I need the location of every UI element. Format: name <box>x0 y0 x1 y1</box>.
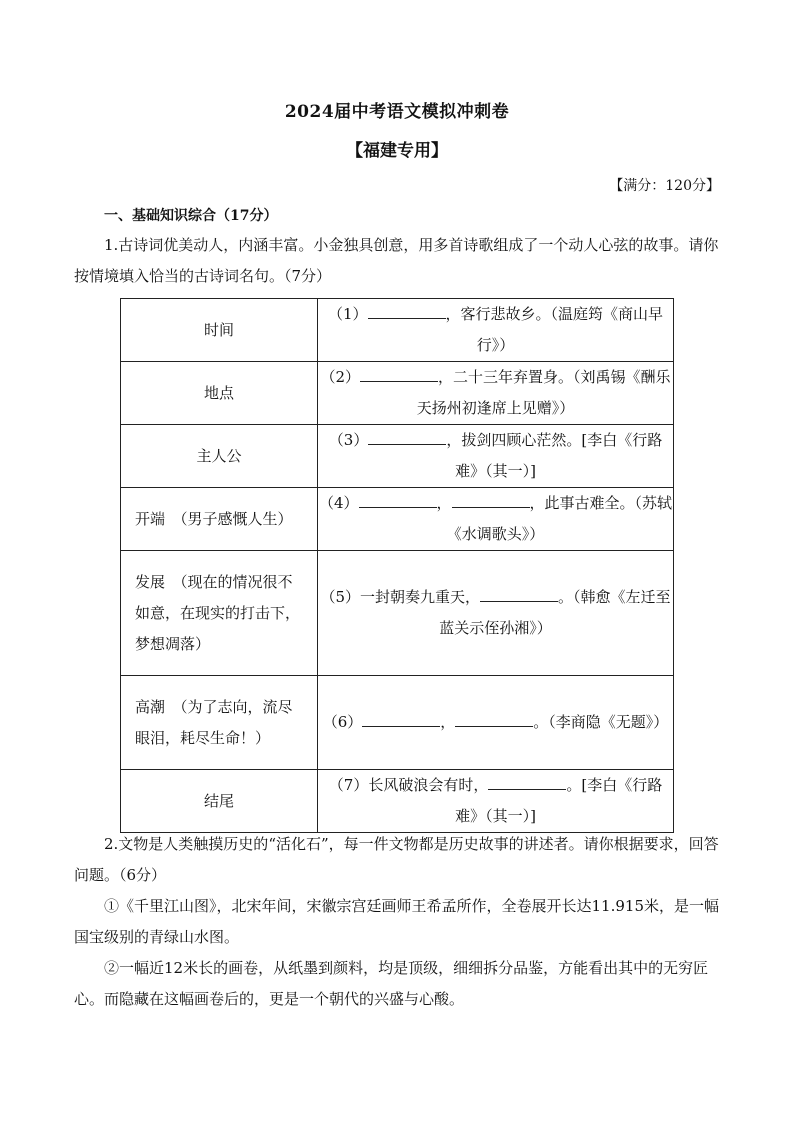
row-content <box>318 299 674 362</box>
line-prefix: （7）长风破浪会有时， <box>328 776 489 794</box>
question-2-text: 2.文物是人类触摸历史的“活化石”，每一件文物都是历史故事的讲述者。请你根据要求，回答问题。（6分） <box>74 835 719 884</box>
table-row <box>121 299 674 362</box>
row-label: 地点 <box>121 362 318 425</box>
answer-blank[interactable] <box>360 363 438 382</box>
line-prefix: （1） <box>327 305 368 323</box>
line-prefix: （3） <box>328 431 369 449</box>
answer-blank[interactable] <box>452 489 530 508</box>
row-content <box>318 488 674 551</box>
poem-table <box>120 298 674 833</box>
table-row <box>121 488 674 551</box>
answer-blank[interactable] <box>455 708 533 727</box>
row-label: 时间 <box>121 299 318 362</box>
row-label: 主人公 <box>121 425 318 488</box>
line-suffix: ，二十三年弃置身。（刘禹锡《酬乐天扬州初逢席上见赠》） <box>416 368 671 417</box>
row-content <box>318 362 674 425</box>
line-suffix: 。（李商隐《无题》） <box>533 713 669 731</box>
question-2-material-2: ②一幅近12米长的画卷，从纸墨到颜料，均是顶级，细细拆分品鉴，方能看出其中的无穷匠心。而隐藏在这幅画卷后的，更是一个朝代的兴盛与心酸。 <box>74 959 709 1008</box>
line-middle: ， <box>440 713 456 731</box>
answer-blank[interactable] <box>488 771 566 790</box>
table-row <box>121 676 674 770</box>
answer-blank[interactable] <box>362 708 440 727</box>
row-label: 发展 （现在的情况很不如意，在现实的打击下，梦想凋落） <box>121 551 318 676</box>
line-suffix: 。[李白《行路难》（其一）] <box>455 776 663 825</box>
line-suffix: ，此事古难全。（苏轼《水调歌头》） <box>446 494 673 543</box>
line-prefix: （6） <box>322 713 363 731</box>
row-content <box>318 770 674 833</box>
answer-blank[interactable] <box>368 426 446 445</box>
line-prefix: （5）一封朝奏九重天， <box>320 588 481 606</box>
line-prefix: （4） <box>318 494 359 512</box>
line-suffix: 。（韩愈《左迁至蓝关示侄孙湘》） <box>439 588 671 637</box>
row-content <box>318 676 674 770</box>
table-row <box>121 551 674 676</box>
section-heading: 一、基础知识综合（17分） <box>104 208 278 224</box>
row-label: 开端 （男子感慨人生） <box>121 488 318 551</box>
answer-blank[interactable] <box>368 300 446 319</box>
line-suffix: ，拔剑四顾心茫然。[李白《行路难》（其一）] <box>446 431 663 480</box>
answer-blank[interactable] <box>480 583 558 602</box>
full-score: 【满分：120分】 <box>609 178 720 194</box>
exam-title: 2024届中考语文模拟冲刺卷 <box>284 102 510 122</box>
line-prefix: （2） <box>320 368 361 386</box>
table-row <box>121 425 674 488</box>
table-row <box>121 770 674 833</box>
row-label: 高潮 （为了志向，流尽眼泪，耗尽生命！） <box>121 676 318 770</box>
row-content <box>318 551 674 676</box>
line-suffix: ，客行悲故乡。（温庭筠《商山早行》） <box>445 305 664 354</box>
row-content <box>318 425 674 488</box>
question-2-material-1: ①《千里江山图》，北宋年间，宋徽宗宫廷画师王希孟所作，全卷展开长达11.915米，是一幅国宝级别的青绿山水图。 <box>74 897 719 946</box>
answer-blank[interactable] <box>359 489 437 508</box>
table-row <box>121 362 674 425</box>
exam-subtitle: 【福建专用】 <box>346 141 448 161</box>
question-1-text: 1.古诗词优美动人，内涵丰富。小金独具创意，用多首诗歌组成了一个动人心弦的故事。请你按情境填入恰当的古诗词名句。（7分） <box>74 236 719 285</box>
line-middle: ， <box>436 494 452 512</box>
row-label: 结尾 <box>121 770 318 833</box>
